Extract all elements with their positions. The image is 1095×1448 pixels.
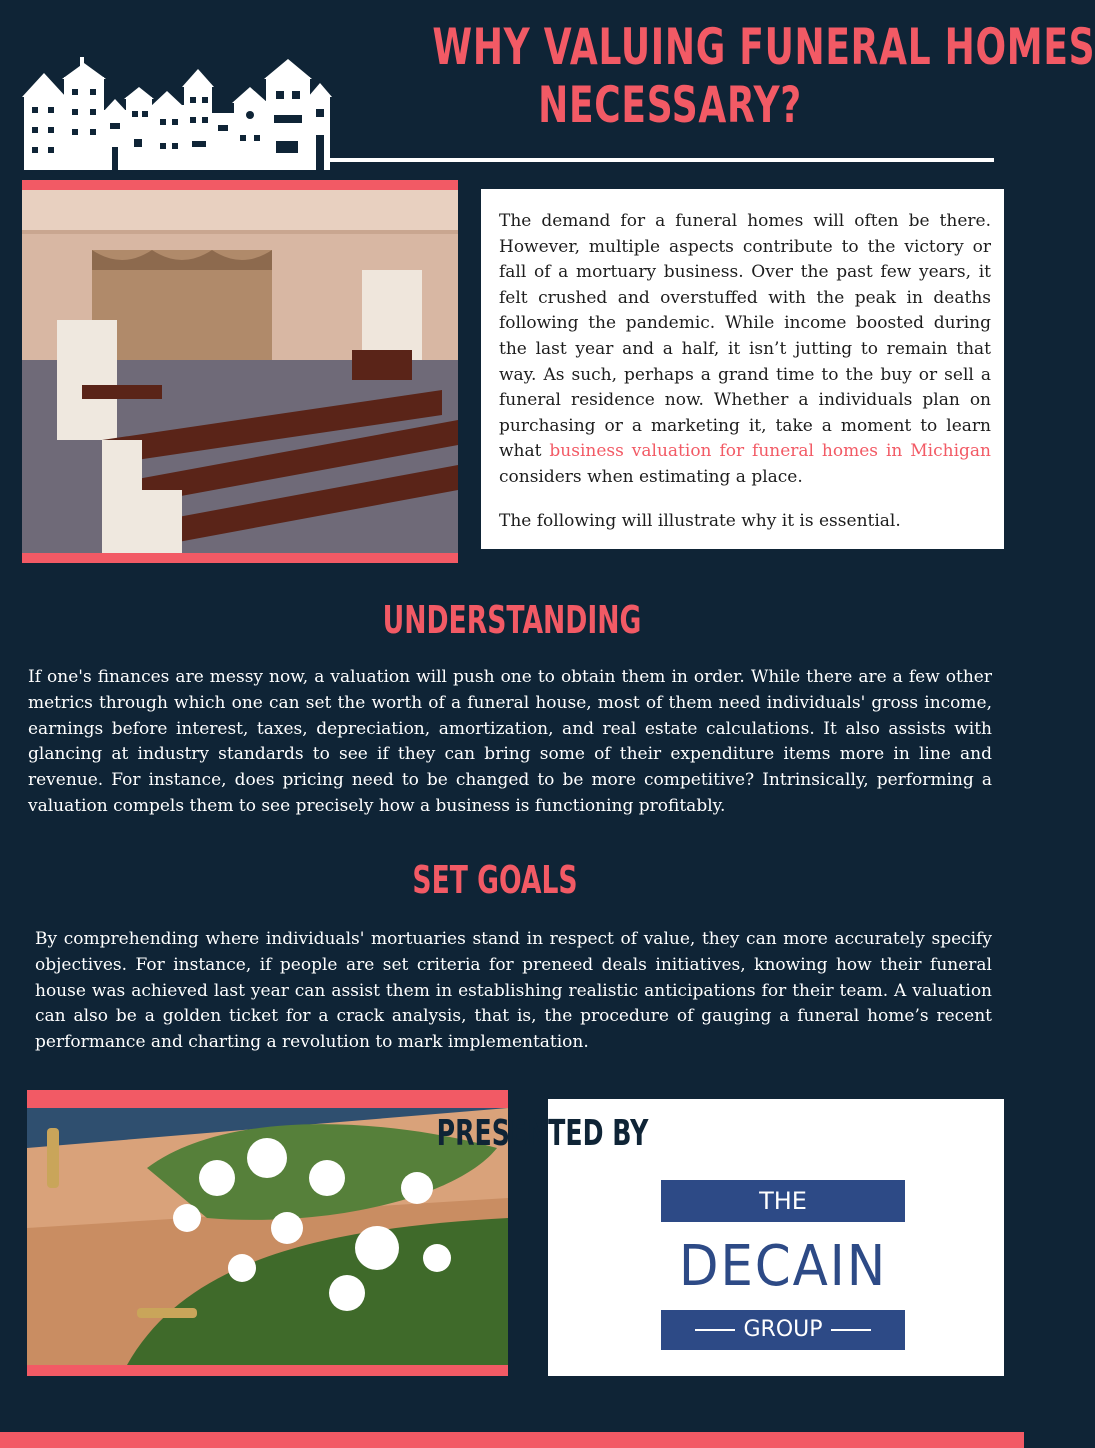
understanding-body: If one's finances are messy now, a valuation will push one to obtain them in order. While there are a few other metrics through which one can set the worth of a funeral house, most of them need individuals' gross income, earnings before interest, taxes, depreciation, amortization, and real estate calculations. It also assists with glancing at industry standards to see if they can bring some of their expenditure items more in line and revenue. For instance, does pricing need to be changed to be more competitive? Intrinsically, performing a valuation compels them to see precisely how a business is functioning profitably. — [28, 667, 992, 816]
set-goals-body: By comprehending where individuals' mortuaries stand in respect of value, they can more accurately specify objectives. For instance, if people are set criteria for preneed deals initiatives, knowing how their funeral house was achieved last year can assist them in establishing realistic anticipations for their team. A valuation can also be a golden ticket for a crack analysis, that is, the procedure of gauging a funeral home’s recent performance and charting a revolution to mark implementation. — [35, 929, 992, 1053]
casket-photo-top-bar — [27, 1090, 508, 1108]
set-goals-heading: SET GOALS — [412, 858, 578, 902]
footer-accent-bar — [0, 1432, 1024, 1448]
town-skyline-illustration — [20, 55, 332, 170]
casket-photo-bottom-bar — [27, 1365, 508, 1376]
photo-bottom-accent-bar — [22, 553, 458, 563]
intro-followup: The following will illustrate why it is essential. — [499, 510, 901, 531]
logo-dash-right — [831, 1329, 871, 1331]
presented-by-label: PRESENTED BY — [436, 1113, 649, 1154]
decain-logo-group-text: GROUP — [743, 1317, 823, 1342]
page-title — [432, 18, 1095, 134]
decain-logo-name: DECAIN — [678, 1234, 888, 1299]
business-valuation-link[interactable]: business valuation for funeral homes in Michigan — [549, 441, 991, 462]
page-title-line-2: NECESSARY? — [538, 76, 802, 134]
understanding-heading: UNDERSTANDING — [382, 598, 642, 642]
intro-text-box — [481, 189, 1004, 549]
logo-dash-left — [695, 1329, 735, 1331]
photo-top-accent-bar — [22, 180, 458, 190]
intro-text-end: considers when estimating a place. — [499, 466, 803, 487]
decain-logo-the: THE — [661, 1180, 905, 1222]
title-underline — [328, 158, 994, 162]
intro-paragraph — [499, 209, 991, 491]
chapel-photo — [22, 190, 458, 553]
decain-logo-group — [661, 1310, 905, 1350]
intro-text-start: The demand for a funeral homes will often be there. However, multiple aspects contribute to the victory or fall of a mortuary business. Over the past few years, it felt crushed and overstuffed with the peak in deaths following the pandemic. While income boosted during the last year and a half, it isn’t jutting to remain that way. As such, perhaps a grand time to the buy or sell a funeral residence now. Whether a individuals plan on purchasing or a marketing it, take a moment to learn what — [499, 211, 991, 462]
page-title-line-1: WHY VALUING FUNERAL HOMES — [432, 18, 1095, 76]
